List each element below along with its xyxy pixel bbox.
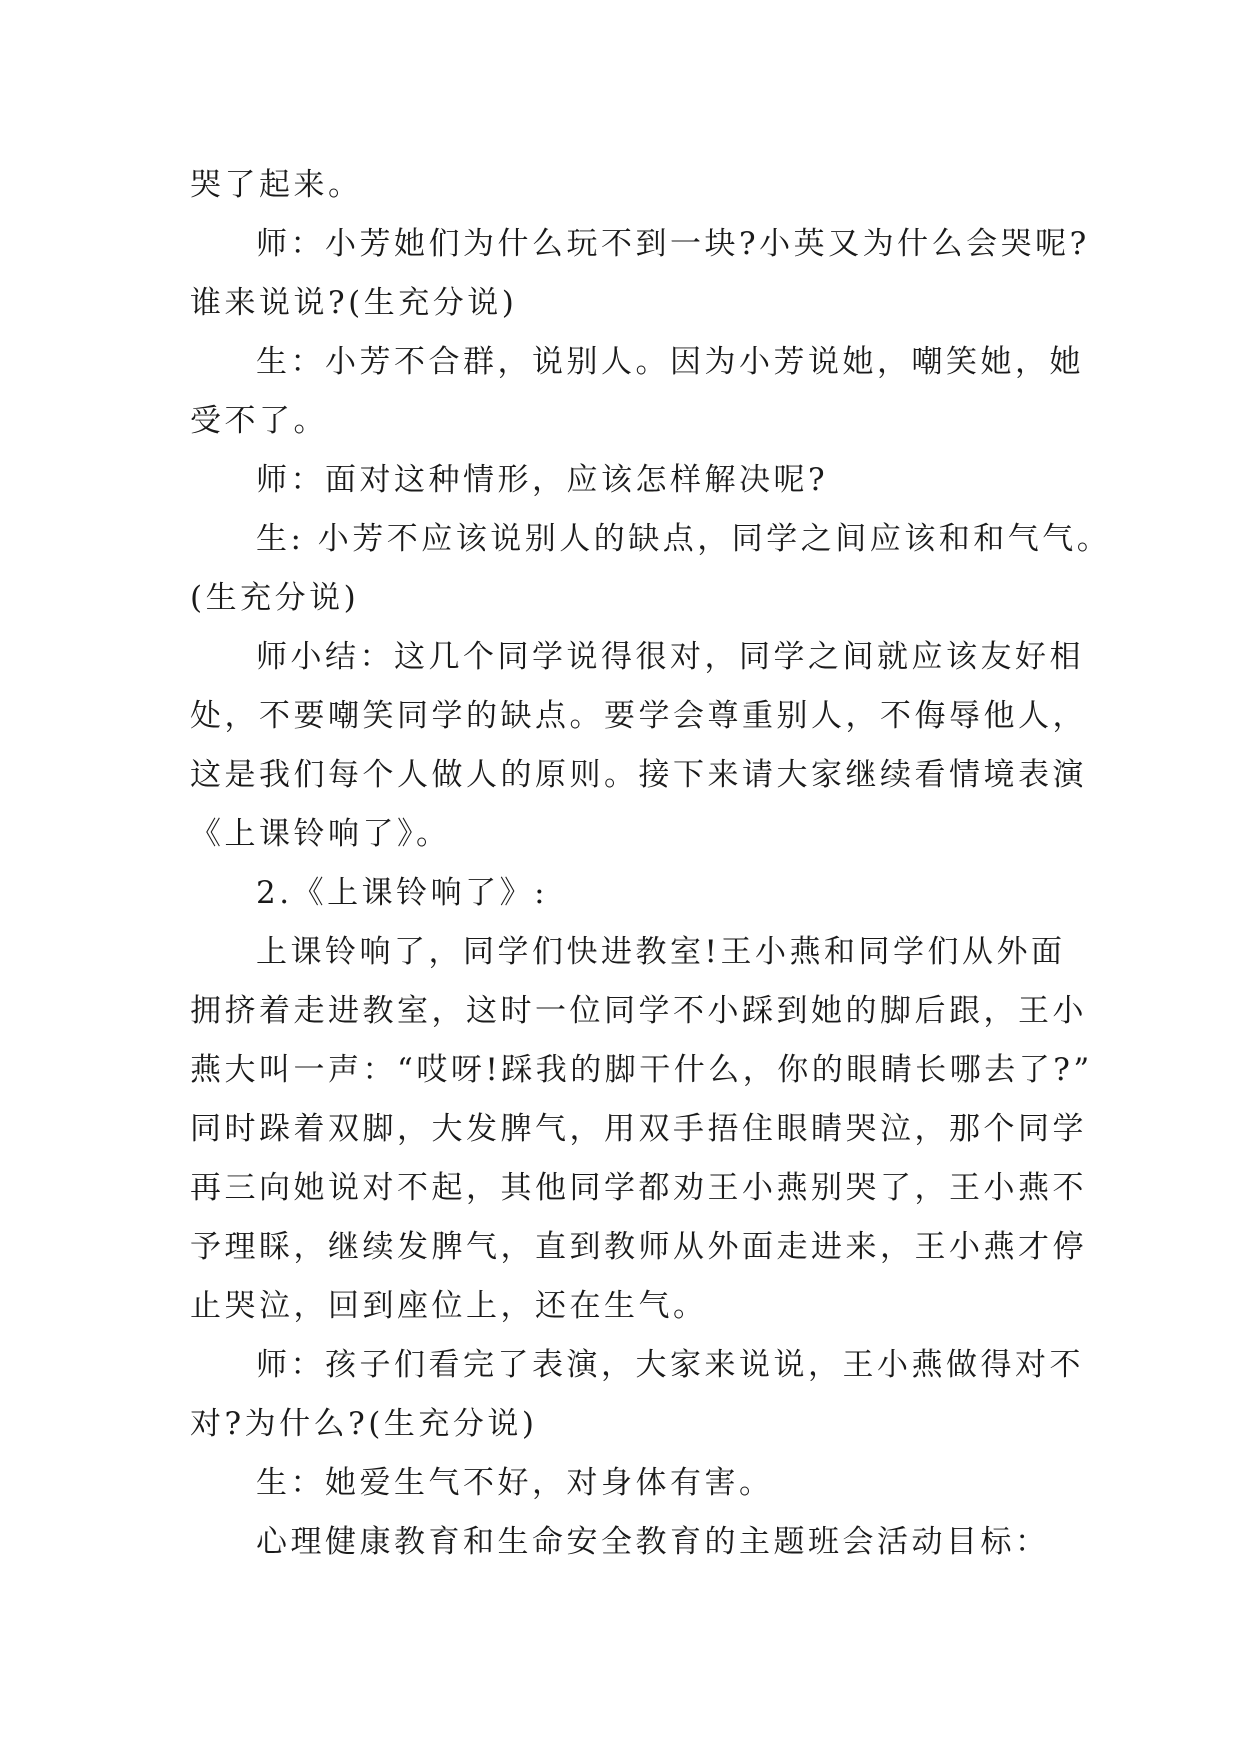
- paragraph: [190, 923, 1093, 1336]
- paragraph: [190, 1336, 1084, 1454]
- text-line: 生：她爱生气不好，对身体有害。: [256, 1465, 774, 1501]
- text-line: 燕大叫一声：“哎呀!踩我的脚干什么，你的眼睛长哪去了?”: [190, 1052, 1093, 1088]
- text-line: 这是我们每个人做人的原则。接下来请大家继续看情境表演: [190, 757, 1087, 793]
- text-line: 同时跺着双脚，大发脾气，用双手捂住眼睛哭泣，那个同学: [190, 1111, 1087, 1147]
- text-line: 上课铃响了，同学们快进教室!王小燕和同学们从外面: [256, 934, 1066, 970]
- text-line: 对?为什么?(生充分说): [190, 1406, 538, 1442]
- paragraph: [190, 1454, 1070, 1513]
- text-line: 师：孩子们看完了表演，大家来说说，王小燕做得对不: [256, 1347, 1084, 1383]
- text-line: 师小结：这几个同学说得很对，同学之间就应该友好相: [256, 639, 1084, 675]
- text-line: 哭了起来。: [190, 167, 363, 203]
- text-line: 予理睬，继续发脾气，直到教师从外面走进来，王小燕才停: [190, 1229, 1087, 1265]
- text-line: 心理健康教育和生命安全教育的主题班会活动目标：: [256, 1524, 1050, 1560]
- text-line: 再三向她说对不起，其他同学都劝王小燕别哭了，王小燕不: [190, 1170, 1087, 1206]
- text-line: 2.《上课铃响了》:: [256, 875, 549, 911]
- paragraph: [190, 333, 1084, 451]
- paragraph: [190, 215, 1090, 333]
- text-line: 师：面对这种情形，应该怎样解决呢?: [256, 462, 829, 498]
- text-line: 止哭泣，回到座位上，还在生气。: [190, 1288, 708, 1324]
- paragraph: [190, 451, 1070, 510]
- document-body: [190, 156, 1112, 1572]
- text-line: 拥挤着走进教室，这时一位同学不小踩到她的脚后跟，王小: [190, 993, 1087, 1029]
- text-line: 受不了。: [190, 403, 328, 439]
- paragraph: [190, 864, 1070, 923]
- paragraph: [190, 628, 1087, 864]
- text-line: 处，不要嘲笑同学的缺点。要学会尊重别人，不侮辱他人，: [190, 698, 1087, 734]
- text-line: 师：小芳她们为什么玩不到一块?小英又为什么会哭呢?: [256, 226, 1090, 262]
- text-line: 《上课铃响了》。: [190, 816, 451, 852]
- text-line: 生：小芳不合群，说别人。因为小芳说她，嘲笑她，她: [256, 344, 1084, 380]
- paragraph: [190, 1513, 1070, 1572]
- paragraph: [190, 510, 1112, 628]
- text-line: 谁来说说?(生充分说): [190, 285, 518, 321]
- text-line: 生: 小芳不应该说别人的缺点，同学之间应该和和气气。: [256, 521, 1112, 557]
- text-line: (生充分说): [190, 580, 360, 616]
- paragraph: [190, 156, 1070, 215]
